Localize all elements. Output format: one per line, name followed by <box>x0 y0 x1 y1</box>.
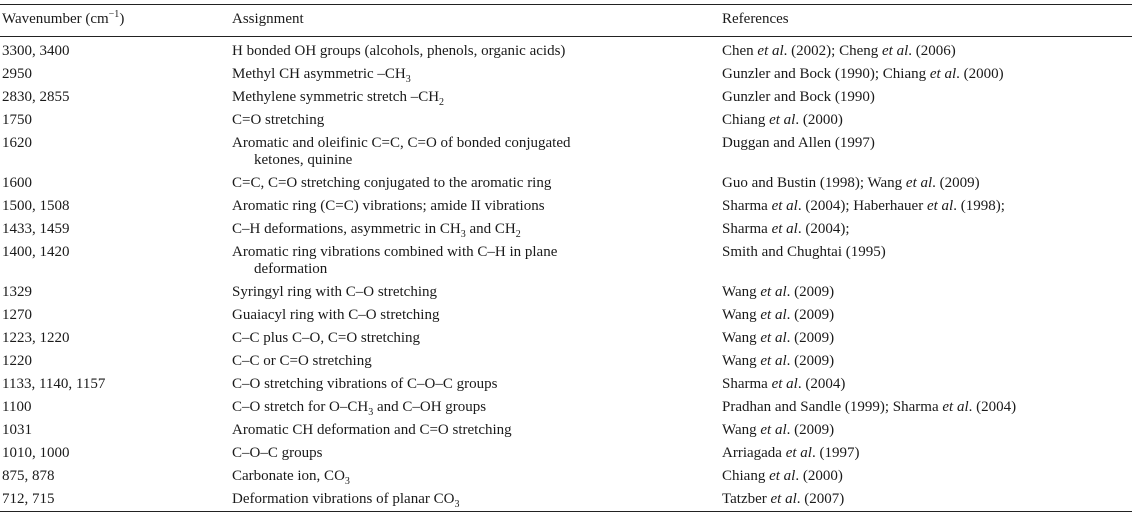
subscript: 3 <box>454 499 460 510</box>
wavenumber-cell: 2950 <box>2 66 32 82</box>
reference-text: . (2009) <box>932 175 980 191</box>
wavenumber-cell: 1100 <box>2 399 32 415</box>
references-cell <box>720 132 1132 172</box>
wavenumber-cell: 1620 <box>2 135 32 151</box>
assignment-cell <box>230 419 720 442</box>
wavenumber-cell: 1750 <box>2 112 32 128</box>
subscript: 3 <box>460 229 466 240</box>
assignment-cell <box>230 304 720 327</box>
header-references: References <box>720 5 1132 37</box>
assignment-text: Guaiacyl ring with C–O stretching <box>232 307 440 323</box>
assignment-text: C–C or C=O stretching <box>232 353 372 369</box>
header-assignment: Assignment <box>230 5 720 37</box>
et-al-italic: et al <box>760 353 787 369</box>
wavenumber-cell: 1433, 1459 <box>2 221 70 237</box>
references-cell <box>720 63 1132 86</box>
reference-text: Guo and Bustin (1998); Wang <box>722 175 906 191</box>
table-row <box>0 465 1132 488</box>
reference-text: . (2000) <box>795 112 843 128</box>
subscript: 2 <box>515 229 521 240</box>
wavenumber-cell: 1600 <box>2 175 32 191</box>
assignment-text: and C–OH groups <box>373 399 487 415</box>
wavenumber-cell: 1500, 1508 <box>2 198 70 214</box>
assignment-line: deformation <box>254 261 328 277</box>
reference-text: . (2002); Cheng <box>783 43 882 59</box>
references-cell <box>720 304 1132 327</box>
assignment-cell <box>230 132 720 172</box>
reference-text: Wang <box>722 330 761 346</box>
assignment-line: Aromatic and oleifinic C=C, C=O of bonded conjugated <box>232 135 571 151</box>
assignment-text: C–O–C groups <box>232 445 323 461</box>
table-row <box>0 350 1132 373</box>
assignment-cell <box>230 396 720 419</box>
wavenumber-cell: 3300, 3400 <box>2 43 70 59</box>
reference-text: Tatzber <box>722 491 771 507</box>
assignment-text: C–C plus C–O, C=O stretching <box>232 330 421 346</box>
wavenumber-cell: 1329 <box>2 284 32 300</box>
table-row <box>0 195 1132 218</box>
reference-text: Arriagada <box>722 445 786 461</box>
wavenumber-cell: 1133, 1140, 1157 <box>2 376 106 392</box>
reference-text: Smith and Chughtai (1995) <box>722 244 886 260</box>
reference-text: . (1997) <box>811 445 860 461</box>
et-al-italic: et al <box>771 198 798 214</box>
assignment-cell <box>230 281 720 304</box>
subscript: 3 <box>368 407 374 418</box>
references-cell <box>720 86 1132 109</box>
reference-text: . (2004) <box>797 376 846 392</box>
reference-text: . (2009) <box>786 307 835 323</box>
assignment-text: C=C, C=O stretching conjugated to the aromatic ring <box>232 175 552 191</box>
references-cell <box>720 172 1132 195</box>
references-cell <box>720 281 1132 304</box>
assignment-cell <box>230 350 720 373</box>
assignment-cell <box>230 195 720 218</box>
reference-text: . (1998); <box>953 198 1005 214</box>
reference-text: . (2009) <box>786 422 835 438</box>
assignment-cell <box>230 109 720 132</box>
reference-text: Duggan and Allen (1997) <box>722 135 875 151</box>
reference-text: Wang <box>722 353 761 369</box>
wavenumber-cell: 712, 715 <box>0 488 230 512</box>
references-cell <box>720 327 1132 350</box>
et-al-italic: et al <box>771 376 798 392</box>
assignment-cell <box>230 63 720 86</box>
references-cell <box>720 350 1132 373</box>
table-row <box>0 419 1132 442</box>
assignment-cell <box>230 218 720 241</box>
assignment-text: Methylene symmetric stretch –CH <box>232 89 440 105</box>
wavenumber-cell: 875, 878 <box>2 468 55 484</box>
reference-text: Chiang <box>722 468 770 484</box>
ftir-assignment-table <box>0 4 1132 512</box>
wavenumber-cell: 1010, 1000 <box>2 445 70 461</box>
table-row <box>0 281 1132 304</box>
assignment-text: C–O stretch for O–CH <box>232 399 369 415</box>
assignment-cell <box>230 37 720 64</box>
assignment-cell <box>230 327 720 350</box>
table-row <box>0 304 1132 327</box>
reference-text: Sharma <box>722 376 772 392</box>
reference-text: . (2009) <box>786 284 835 300</box>
et-al-italic: et al <box>926 198 954 214</box>
table-row <box>0 109 1132 132</box>
table-row <box>0 63 1132 86</box>
references-cell <box>720 109 1132 132</box>
wavenumber-cell: 1270 <box>2 307 32 323</box>
reference-text: . (2007) <box>796 491 845 507</box>
assignment-text: and CH <box>465 221 516 237</box>
wavenumber-cell: 1220 <box>2 353 32 369</box>
table-row <box>0 327 1132 350</box>
assignment-cell <box>230 86 720 109</box>
reference-text: Sharma <box>722 221 772 237</box>
references-cell <box>720 465 1132 488</box>
references-cell <box>720 195 1132 218</box>
assignment-text: H bonded OH groups (alcohols, phenols, organic acids) <box>232 43 566 59</box>
reference-text: . (2000) <box>956 66 1004 82</box>
et-al-italic: et al <box>760 307 787 323</box>
et-al-italic: et al <box>757 43 784 59</box>
header-wavenumber: Wavenumber $(cm^{-1})$ <box>0 5 230 37</box>
wavenumber-cell: 1223, 1220 <box>2 330 70 346</box>
reference-text: . (2006) <box>908 43 956 59</box>
subscript: 3 <box>344 476 350 487</box>
et-al-italic: et al <box>771 221 798 237</box>
assignment-line: ketones, quinine <box>254 152 353 168</box>
references-cell <box>720 241 1132 281</box>
wavenumber-cell: 2830, 2855 <box>2 89 70 105</box>
header-row <box>0 5 1132 37</box>
references-cell <box>720 419 1132 442</box>
et-al-italic: et al <box>942 399 969 415</box>
et-al-italic: et al <box>769 468 796 484</box>
reference-text: Gunzler and Bock (1990) <box>722 89 875 105</box>
table-row <box>0 86 1132 109</box>
assignment-text: Aromatic ring (C=C) vibrations; amide II vibrations <box>232 198 545 214</box>
table-row <box>0 488 1132 512</box>
table-row <box>0 442 1132 465</box>
assignment-text: C=O stretching <box>232 112 325 128</box>
et-al-italic: et al <box>769 112 796 128</box>
et-al-italic: et al <box>760 422 787 438</box>
reference-text: Wang <box>722 284 761 300</box>
assignment-cell <box>230 241 720 281</box>
assignment-text: Aromatic CH deformation and C=O stretching <box>232 422 512 438</box>
table-row <box>0 241 1132 281</box>
reference-text: Gunzler and Bock (1990); Chiang <box>722 66 930 82</box>
reference-text: . (2000) <box>795 468 843 484</box>
references-cell <box>720 218 1132 241</box>
et-al-italic: et al <box>760 330 787 346</box>
references-cell <box>720 373 1132 396</box>
assignment-text: C–H deformations, asymmetric in CH <box>232 221 461 237</box>
reference-text: Pradhan and Sandle (1999); Sharma <box>722 399 943 415</box>
table-row <box>0 132 1132 172</box>
assignment-cell <box>230 465 720 488</box>
et-al-italic: et al <box>929 66 957 82</box>
table-row <box>0 37 1132 64</box>
wavenumber-cell: 1031 <box>2 422 32 438</box>
reference-text: . (2004); Haberhauer <box>797 198 927 214</box>
table-row <box>0 172 1132 195</box>
reference-text: Wang <box>722 422 761 438</box>
reference-text: Chiang <box>722 112 770 128</box>
assignment-cell <box>230 488 720 512</box>
references-cell <box>720 442 1132 465</box>
assignment-text: Deformation vibrations of planar CO <box>232 491 455 507</box>
reference-text: Sharma <box>722 198 772 214</box>
assignment-cell <box>230 172 720 195</box>
references-cell <box>720 488 1132 512</box>
et-al-italic: et al <box>905 175 933 191</box>
table-row <box>0 218 1132 241</box>
assignment-text: Syringyl ring with C–O stretching <box>232 284 437 300</box>
subscript: 2 <box>439 97 445 108</box>
reference-text: . (2004) <box>968 399 1017 415</box>
references-cell <box>720 37 1132 64</box>
et-al-italic: et al <box>882 43 909 59</box>
et-al-italic: et al <box>770 491 797 507</box>
assignment-text: C–O stretching vibrations of C–O–C groups <box>232 376 498 392</box>
reference-text: Wang <box>722 307 761 323</box>
table-row <box>0 373 1132 396</box>
assignment-cell <box>230 373 720 396</box>
reference-text: . (2004); <box>797 221 850 237</box>
et-al-italic: et al <box>785 445 812 461</box>
assignment-line: Aromatic ring vibrations combined with C–H in plane <box>232 244 558 260</box>
table-row <box>0 396 1132 419</box>
assignment-text: Carbonate ion, CO <box>232 468 345 484</box>
reference-text: . (2009) <box>786 330 835 346</box>
references-cell <box>720 396 1132 419</box>
reference-text: . (2009) <box>786 353 835 369</box>
et-al-italic: et al <box>760 284 787 300</box>
wavenumber-cell: 1400, 1420 <box>2 244 70 260</box>
assignment-cell <box>230 442 720 465</box>
reference-text: Chen <box>722 43 758 59</box>
assignment-text: Methyl CH asymmetric –CH <box>232 66 406 82</box>
subscript: 3 <box>405 74 411 85</box>
